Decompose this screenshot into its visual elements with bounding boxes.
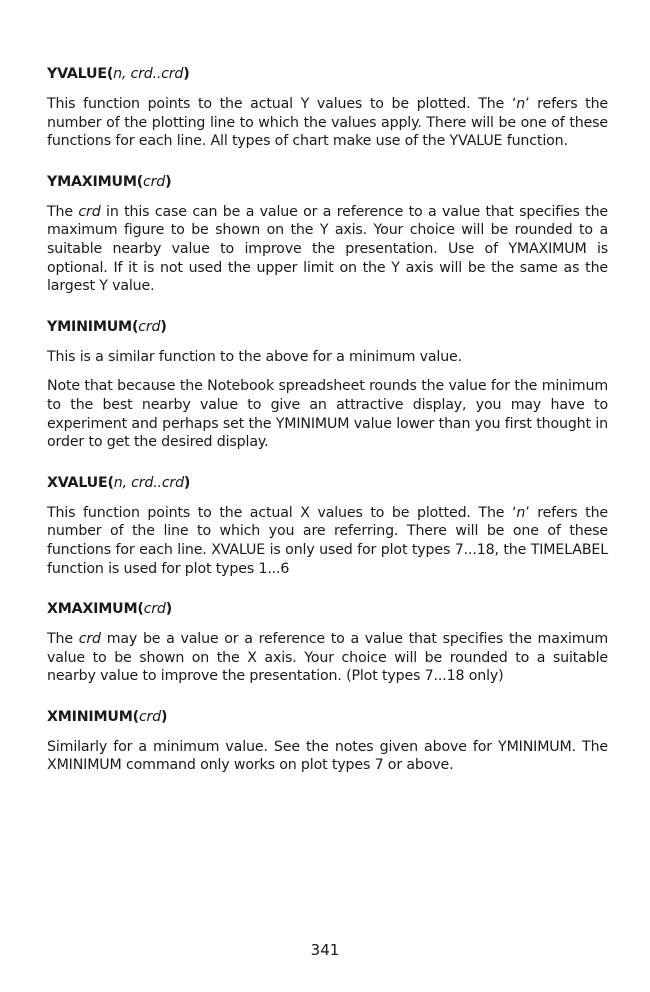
description-paragraph — [47, 504, 608, 578]
description-paragraph — [47, 203, 608, 296]
text-segment: The — [47, 631, 79, 648]
function-heading — [47, 707, 608, 727]
function-entry — [47, 599, 608, 686]
page-number: 341 — [310, 941, 340, 959]
description-paragraph — [47, 630, 608, 686]
function-close-paren: ) — [160, 318, 167, 335]
function-name: YVALUE( — [47, 66, 114, 82]
description-paragraph — [47, 738, 608, 775]
text-segment: This is a similar function to the above for a minimum value. — [47, 348, 462, 365]
text-segment: This function points to the actual Y values to be plotted. The ‘ — [47, 96, 517, 112]
text-segment: ’ refers the number of the plotting line to which the values apply. There will be one of these functions for each line. All types of chart make use of the YVALUE function. — [47, 96, 608, 150]
function-name: YMAXIMUM( — [47, 173, 144, 190]
function-close-paren: ) — [183, 66, 190, 82]
function-arguments: crd — [138, 708, 161, 725]
function-close-paren: ) — [183, 474, 191, 491]
function-close-paren: ) — [160, 708, 168, 725]
description-paragraph — [47, 348, 608, 367]
function-reference-list — [47, 64, 608, 775]
function-heading — [47, 64, 608, 84]
function-arguments: n, crd..crd — [113, 474, 184, 491]
function-name: YMINIMUM( — [47, 318, 139, 335]
italic-term: n — [516, 96, 526, 112]
function-arguments: crd — [138, 318, 161, 335]
function-heading — [47, 317, 608, 337]
function-entry — [47, 317, 608, 452]
function-entry — [47, 473, 608, 578]
text-segment: Note that because the Notebook spreadsheet rounds the value for the minimum to the best nearby value to give an attractive display, you may have to experiment and perhaps set the YMINIMUM value lower than you first thought in order to get the desired display. — [47, 378, 608, 451]
function-close-paren: ) — [165, 173, 172, 190]
function-name: XMAXIMUM( — [47, 601, 144, 618]
function-arguments: crd — [143, 173, 166, 190]
function-entry — [47, 64, 608, 151]
function-heading — [47, 172, 608, 192]
text-segment: Similarly for a minimum value. See the notes given above for YMINIMUM. The XMINIMUM command only works on plot types 7 or above. — [47, 738, 608, 774]
function-heading — [47, 599, 608, 619]
italic-term: crd — [78, 631, 101, 648]
function-name: XMINIMUM( — [47, 708, 139, 725]
function-entry — [47, 707, 608, 775]
description-paragraph — [47, 377, 608, 451]
function-entry — [47, 172, 608, 296]
description-paragraph — [47, 95, 608, 151]
text-segment: in this case can be a value or a reference to a value that specifies the maximum figure to be shown on the Y axis. Your choice will be rounded to a suitable nearby value to improve the presentation. Use of YMAXIMUM is optional. If it is not used the upper limit on the Y axis will be the same as the largest Y value. — [47, 203, 608, 295]
text-segment: may be a value or a reference to a value that specifies the maximum value to be shown on the X axis. Your choice will be rounded to a suitable nearby value to improve the presentation. (Plot types 7...18 only) — [47, 631, 608, 685]
function-arguments: n, crd..crd — [113, 66, 184, 82]
text-segment: This function points to the actual X values to be plotted. The ‘ — [47, 504, 517, 521]
function-arguments: crd — [143, 601, 166, 618]
text-segment: The — [47, 203, 79, 220]
function-name: XVALUE( — [47, 474, 114, 491]
function-heading — [47, 473, 608, 493]
text-segment: ’ refers the number of the line to which you are referring. There will be one of these functions for each line. XVALUE is only used for plot types 7...18, the TIMELABEL function is used for plot types 1...6 — [47, 504, 608, 577]
italic-term: crd — [78, 203, 101, 220]
function-close-paren: ) — [165, 601, 173, 618]
italic-term: n — [516, 504, 526, 521]
